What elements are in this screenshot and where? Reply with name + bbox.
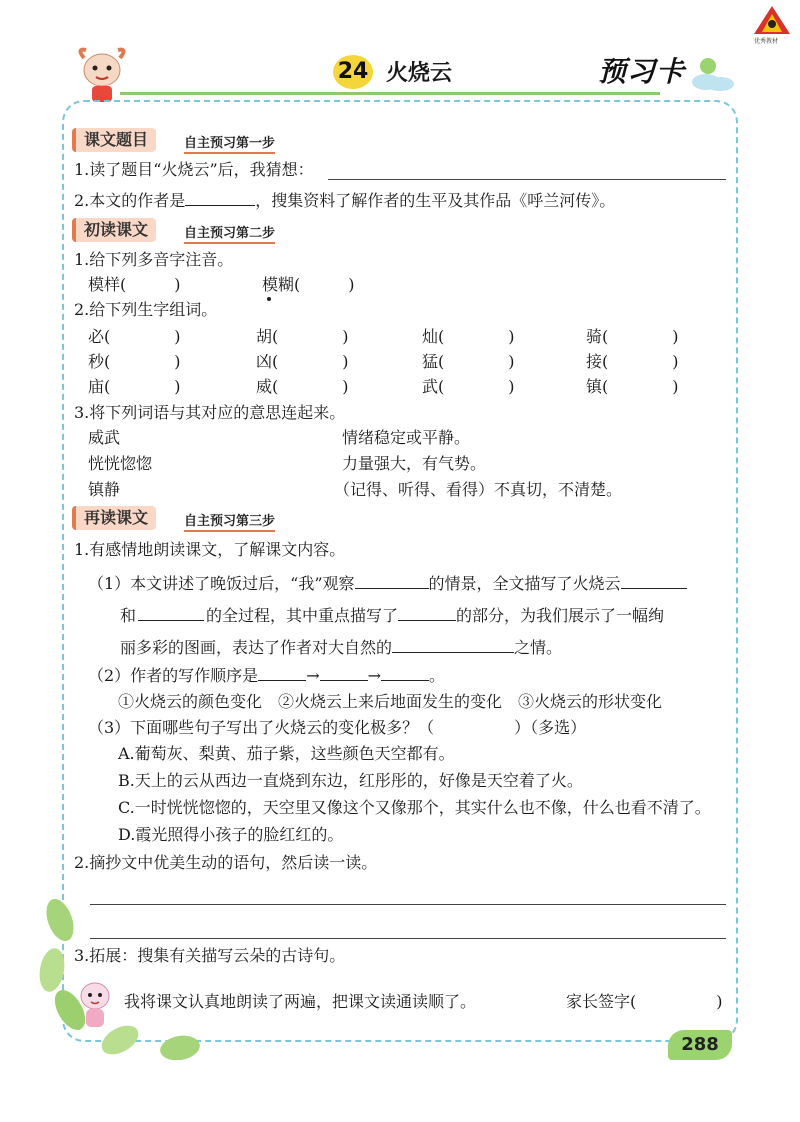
publisher-logo-text: 优秀教材 [754, 38, 779, 45]
p3-option[interactable]: A.葡萄灰、梨黄、茄子紫，这些颜色天空都有。 [118, 744, 455, 763]
p1-line3 [120, 638, 562, 658]
char-item[interactable]: 猛( ) [422, 352, 515, 371]
answer-blank[interactable] [621, 574, 687, 589]
match-word[interactable]: 威武 [88, 428, 121, 447]
char-item[interactable]: 庙( ) [88, 377, 181, 396]
answer-blank[interactable] [320, 666, 368, 681]
p1-text-b: 的情景，全文描写了火烧云 [428, 574, 621, 593]
char-item[interactable]: 接( ) [586, 352, 679, 371]
page-number: 288 [668, 1030, 732, 1060]
p2-text-a: （2）作者的写作顺序是 [88, 666, 259, 685]
match-meaning[interactable]: 力量强大，有气势。 [342, 454, 487, 473]
answer-blank[interactable] [258, 666, 306, 681]
p1-line2 [120, 606, 664, 626]
question-excerpt: 2.摘抄文中优美生动的语句，然后读一读。 [74, 853, 378, 872]
cloud-decoration-icon [688, 52, 738, 96]
lesson-number: 24 [333, 55, 373, 89]
section-tag-first-read: 初读课文 [72, 218, 156, 242]
question-author-a: 2.本文的作者是 [74, 191, 186, 210]
p3-option[interactable]: C.一时恍恍惚惚的，天空里又像这个又像那个，其实什么也不像，什么也看不清了。 [118, 798, 711, 817]
p2-text-end: 。 [429, 666, 446, 685]
question-author [74, 191, 615, 211]
p1-text-d: 的全过程，其中重点描写了 [206, 606, 399, 625]
section-step-2: 自主预习第二步 [184, 222, 275, 244]
section-step-1: 自主预习第一步 [184, 132, 275, 154]
emphasis-dot [267, 297, 271, 301]
match-meaning[interactable]: （记得、听得、看得）不真切，不清楚。 [334, 480, 623, 499]
answer-blank[interactable] [355, 574, 429, 589]
char-item[interactable]: 必( ) [88, 327, 181, 346]
arrow-icon: → [306, 666, 320, 685]
p3-option[interactable]: D.霞光照得小孩子的脸红红的。 [118, 825, 344, 844]
lesson-title: 火烧云 [386, 61, 453, 86]
answer-blank[interactable] [398, 606, 456, 621]
answer-blank-author[interactable] [185, 191, 255, 206]
answer-blank[interactable] [381, 666, 429, 681]
section-tag-title: 课文题目 [72, 128, 156, 152]
char-item[interactable]: 骑( ) [586, 327, 679, 346]
char-item[interactable]: 威( ) [256, 377, 349, 396]
leaf-decoration-icon [30, 880, 230, 1060]
mascot-goat-icon [72, 44, 132, 108]
answer-blank[interactable] [392, 638, 514, 653]
answer-line-guess[interactable] [328, 179, 726, 180]
polyphone-item[interactable]: 模样( ) [88, 275, 181, 294]
char-item[interactable]: 凶( ) [256, 352, 349, 371]
char-item[interactable]: 胡( ) [256, 327, 349, 346]
section-step-3: 自主预习第三步 [184, 510, 275, 532]
p1-text-a: （1）本文讲述了晚饭过后，“我”观察 [88, 574, 355, 593]
section-tag-reread: 再读课文 [72, 506, 156, 530]
card-label: 预习卡 [598, 55, 686, 88]
question-reading: 1.有感情地朗读课文，了解课文内容。 [74, 540, 346, 559]
question-author-b: ，搜集资料了解作者的生平及其作品《呼兰河传》。 [255, 191, 616, 210]
p1-text-c: 和 [120, 606, 137, 625]
arrow-icon: → [367, 666, 381, 685]
parent-signature[interactable]: 家长签字( ) [566, 992, 723, 1011]
polyphone-item[interactable]: 模糊( ) [262, 275, 355, 294]
answer-blank[interactable] [138, 606, 204, 621]
match-meaning[interactable]: 情绪稳定或平静。 [342, 428, 471, 447]
question-guess: 1.读了题目“火烧云”后，我猜想： [74, 160, 314, 179]
p1-line1 [88, 574, 687, 594]
question-extension: 3.拓展：搜集有关描写云朵的古诗句。 [74, 946, 346, 965]
match-word[interactable]: 镇静 [88, 480, 121, 499]
char-item[interactable]: 灿( ) [422, 327, 515, 346]
p2-options: ①火烧云的颜色变化 ②火烧云上来后地面发生的变化 ③火烧云的形状变化 [118, 692, 663, 711]
char-item[interactable]: 秒( ) [88, 352, 181, 371]
p3-question: （3）下面哪些句子写出了火烧云的变化极多？（ ）（多选） [88, 718, 587, 737]
p3-option[interactable]: B.天上的云从西边一直烧到东边，红彤彤的，好像是天空着了火。 [118, 771, 583, 790]
p2-order [88, 666, 445, 686]
header-divider [120, 92, 660, 95]
match-word[interactable]: 恍恍惚惚 [88, 454, 153, 473]
question-words: 2.给下列生字组词。 [74, 300, 218, 319]
char-item[interactable]: 镇( ) [586, 377, 679, 396]
publisher-logo-icon [752, 4, 792, 36]
char-item[interactable]: 武( ) [422, 377, 515, 396]
question-polyphone: 1.给下列多音字注音。 [74, 250, 234, 269]
p1-text-e: 的部分，为我们展示了一幅绚 [456, 606, 665, 625]
reading-statement: 我将课文认真地朗读了两遍，把课文读通读顺了。 [124, 992, 477, 1011]
question-match: 3.将下列词语与其对应的意思连起来。 [74, 403, 346, 422]
p1-text-g: 之情。 [514, 638, 563, 657]
p1-text-f: 丽多彩的图画，表达了作者对大自然的 [120, 638, 393, 657]
